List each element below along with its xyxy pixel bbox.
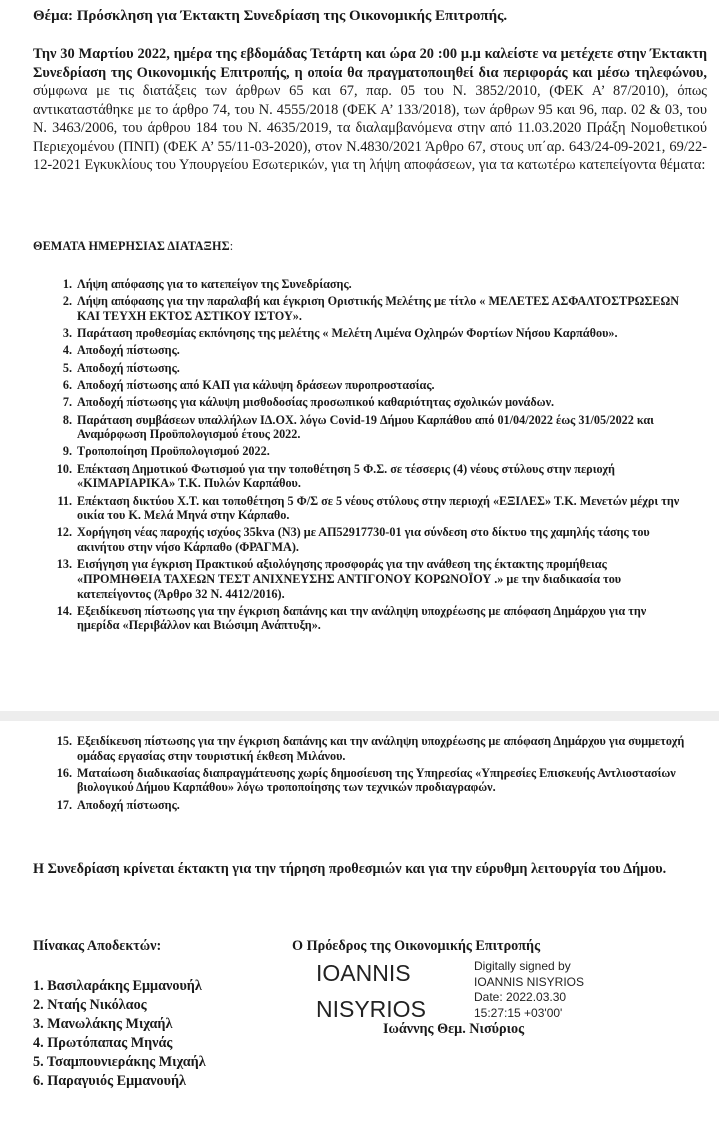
closing-statement: Η Συνεδρίαση κρίνεται έκτακτη για την τήρηση προθεσμιών και για την εύρυθμη λειτουργία του Δήμου. xyxy=(33,861,667,877)
agenda-item-number: 10. xyxy=(56,461,72,476)
agenda-list-page2 xyxy=(48,734,688,815)
agenda-item xyxy=(48,604,688,633)
recipients-title: Πίνακας Αποδεκτών: xyxy=(33,938,162,954)
agenda-item xyxy=(48,525,688,554)
agenda-item xyxy=(48,494,688,523)
recipient-item: 5. Τσαμπουνιεράκης Μιχαήλ xyxy=(33,1054,206,1070)
agenda-item-text: Χορήγηση νέας παροχής ισχύος 35kva (Ν3) με ΑΠ52917730-01 για σύνδεση στο δίκτυο της χαμηλής τάσης του ακινήτου στην νήσο Κάρπαθο (ΦΡΑΓΜΑ). xyxy=(77,525,650,555)
agenda-item-text: Αποδοχή πίστωσης. xyxy=(77,343,180,358)
agenda-item-number: 4. xyxy=(62,343,72,358)
signature-name-line2: NISYRIOS xyxy=(316,996,426,1022)
agenda-item-text: Επέκταση δικτύου Χ.Τ. και τοποθέτηση 5 Φ/Σ σε 5 νέους στύλους στην περιοχή «ΕΞΙΛΕΣ» Τ.Κ. Μενετών μέχρι την οικία του Κ. Μελά Μηνά στην Κάρπαθο. xyxy=(77,493,680,523)
agenda-item xyxy=(48,326,688,341)
agenda-item-text: Τροποποίηση Προϋπολογισμού 2022. xyxy=(77,444,270,459)
agenda-item xyxy=(48,277,688,292)
agenda-title-text: ΘΕΜΑΤΑ ΗΜΕΡΗΣΙΑΣ ΔΙΑΤΑΞΗΣ xyxy=(33,239,230,253)
agenda-item xyxy=(48,462,688,491)
recipient-item: 2. Νταής Νικόλαος xyxy=(33,997,147,1013)
agenda-item-number: 17. xyxy=(56,797,72,812)
intro-paragraph xyxy=(33,45,707,175)
agenda-item-number: 8. xyxy=(62,412,72,427)
agenda-item-number: 16. xyxy=(56,765,72,780)
signature-detail-line3: Date: 2022.03.30 xyxy=(474,990,567,1004)
agenda-item-number: 7. xyxy=(62,395,72,410)
recipient-item: 4. Πρωτόπαπας Μηνάς xyxy=(33,1035,173,1051)
agenda-title xyxy=(33,239,233,254)
agenda-item xyxy=(48,557,688,601)
agenda-item-number: 14. xyxy=(56,603,72,618)
agenda-title-colon: : xyxy=(229,239,234,253)
signature-detail-line2: IOANNIS NISYRIOS xyxy=(474,974,585,989)
agenda-item xyxy=(48,378,688,393)
agenda-item-text: Παράταση προθεσμίας εκπόνησης της μελέτης « Μελέτη Λιμένα Οχληρών Φορτίων Νήσου Καρπάθου». xyxy=(77,326,618,341)
signature-detail-line4: 15:27:15 +03'00' xyxy=(474,1005,563,1020)
agenda-item-number: 12. xyxy=(56,525,72,540)
digital-signature xyxy=(316,957,596,1027)
agenda-item-text: Αποδοχή πίστωσης για κάλυψη μισθοδοσίας προσωπικού καθαριότητας σχολικών μονάδων. xyxy=(77,395,555,410)
agenda-item-text: Εισήγηση για έγκριση Πρακτικού αξιολόγησης προσφοράς για την ανάθεση της έκτακτης προμήθειας «ΠΡΟΜΗΘΕΙΑ ΤΑΧΕΩΝ ΤΕΣΤ ΑΝΙΧΝΕΥΣΗΣ ΑΝΤΙΓΟΝΟΥ ΚΟΡΩΝΟΪΟΥ .» με την διαδικασία του κατεπείγοντος (Άρθρο 32 Ν. 4412/2016). xyxy=(77,557,622,601)
agenda-item xyxy=(48,444,688,459)
agenda-item xyxy=(48,294,688,323)
recipient-item: 1. Βασιλαράκης Εμμανουήλ xyxy=(33,978,202,994)
president-name: Ιωάννης Θεμ. Νισύριος xyxy=(383,1021,525,1037)
agenda-item-number: 6. xyxy=(62,378,72,392)
recipients-list xyxy=(33,977,206,1091)
agenda-item-number: 1. xyxy=(62,277,72,291)
agenda-list-page1 xyxy=(48,277,688,636)
page-break-band xyxy=(0,711,719,721)
agenda-item-text: Λήψη απόφασης για το κατεπείγον της Συνεδρίασης. xyxy=(77,277,352,291)
agenda-item-text: Ματαίωση διαδικασίας διαπραγμάτευσης χωρίς δημοσίευση της Υπηρεσίας «Υπηρεσίες Επισκευής Αντλιοστασίων βιολογικού Δήμου Καρπάθου» λόγω τροποποίησης των τεχνικών προδιαγραφών. xyxy=(77,765,676,795)
agenda-item-text: Παράταση συμβάσεων υπαλλήλων ΙΔ.ΟΧ. λόγω Covid-19 Δήμου Καρπάθου από 01/04/2022 έως 31/05/2022 και Αναμόρφωση Προϋπολογισμού έτους 2022. xyxy=(77,412,654,442)
recipient-item: 3. Μανωλάκης Μιχαήλ xyxy=(33,1016,173,1032)
agenda-item-text: Επέκταση Δημοτικού Φωτισμού για την τοποθέτηση 5 Φ.Σ. σε τέσσερις (4) νέους στύλους στην περιοχή «ΚΙΜΑΡΙΑΡΙΚΑ» Τ.Κ. Πυλών Καρπάθου. xyxy=(77,461,615,491)
agenda-item-text: Αποδοχή πίστωσης. xyxy=(77,797,180,812)
agenda-item-number: 2. xyxy=(62,294,72,309)
recipient-item: 6. Παραγυιός Εμμανουήλ xyxy=(33,1073,186,1089)
agenda-item-text: Εξειδίκευση πίστωσης για την έγκριση δαπάνης και την ανάληψη υποχρέωσης με απόφαση Δημάρχου για συμμετοχή ομάδας εργασίας στην τουριστική έκθεση Μιλάνου. xyxy=(77,734,685,763)
agenda-item xyxy=(48,734,688,763)
signature-name-line1: IOANNIS xyxy=(316,960,411,986)
agenda-item xyxy=(48,343,688,358)
agenda-item-text: Λήψη απόφασης για την παραλαβή και έγκριση Οριστικής Μελέτης με τίτλο « ΜΕΛΕΤΕΣ ΑΣΦΑΛΤΟΣΤΡΩΣΕΩΝ ΚΑΙ ΤΕΥΧΗ ΕΚΤΟΣ ΑΣΤΙΚΟΥ ΙΣΤΟΥ». xyxy=(77,294,680,323)
president-title: Ο Πρόεδρος της Οικονομικής Επιτροπής xyxy=(292,938,541,954)
agenda-item xyxy=(48,798,688,813)
agenda-item-number: 5. xyxy=(62,360,72,375)
agenda-item-number: 11. xyxy=(57,493,72,508)
signature-details xyxy=(474,959,584,1021)
agenda-item-number: 3. xyxy=(62,326,72,341)
agenda-item-number: 9. xyxy=(62,444,72,459)
agenda-item xyxy=(48,361,688,376)
intro-body-text: σύμφωνα με τις διατάξεις των άρθρων 65 και 67, παρ. 05 του Ν. 3852/2010, (ΦΕΚ Α’ 87/2010), όπως αντικαταστάθηκε με το άρθρο 74, του Ν. 4555/2018 (ΦΕΚ Α’ 133/2018), των άρθρων 95 και 96, παρ. 02 & 03, του Ν. 3463/2006, του άρθρου 184 του Ν. 4635/2019, τα διαλαμβανόμενα στην από 11.03.2020 Πράξη Νομοθετικού Περιεχομένου (ΠΝΠ) (ΦΕΚ Α’ 55/11-03-2020), στον Ν.4830/2021 Άρθρο 67, στους υπ΄αρ. 643/24-09-2021, 69/22-12-2021 Εγκυκλίους του Υπουργείου Εσωτερικών, για τη λήψη αποφάσεων, για τα κατωτέρω κατεπείγοντα θέματα: xyxy=(33,83,707,173)
agenda-item xyxy=(48,413,688,442)
subject-line: Θέμα: Πρόσκληση για Έκτακτη Συνεδρίαση της Οικονομικής Επιτροπής. xyxy=(33,8,508,24)
intro-bold-text: Την 30 Μαρτίου 2022, ημέρα της εβδομάδας Τετάρτη και ώρα 20 :00 μ.μ καλείστε να μετέχετε στην Έκτακτη Συνεδρίαση της Οικονομικής Επιτροπής, η οποία θα πραγματοποιηθεί δια περιφοράς και μέσω τηλεφώνου, xyxy=(33,46,707,81)
agenda-item-text: Αποδοχή πίστωσης. xyxy=(77,360,180,375)
agenda-item-text: Εξειδίκευση πίστωσης για την έγκριση δαπάνης και την ανάληψη υποχρέωσης με απόφαση Δημάρχου για την ημερίδα «Περιβάλλον και Βιώσιμη Ανάπτυξη». xyxy=(77,603,647,633)
agenda-item xyxy=(48,395,688,410)
signature-detail-line1: Digitally signed by xyxy=(474,959,571,973)
agenda-item xyxy=(48,766,688,795)
agenda-item-number: 13. xyxy=(56,557,72,572)
agenda-item-text: Αποδοχή πίστωσης από ΚΑΠ για κάλυψη δράσεων πυροπροστασίας. xyxy=(77,378,435,392)
agenda-item-number: 15. xyxy=(56,734,72,748)
